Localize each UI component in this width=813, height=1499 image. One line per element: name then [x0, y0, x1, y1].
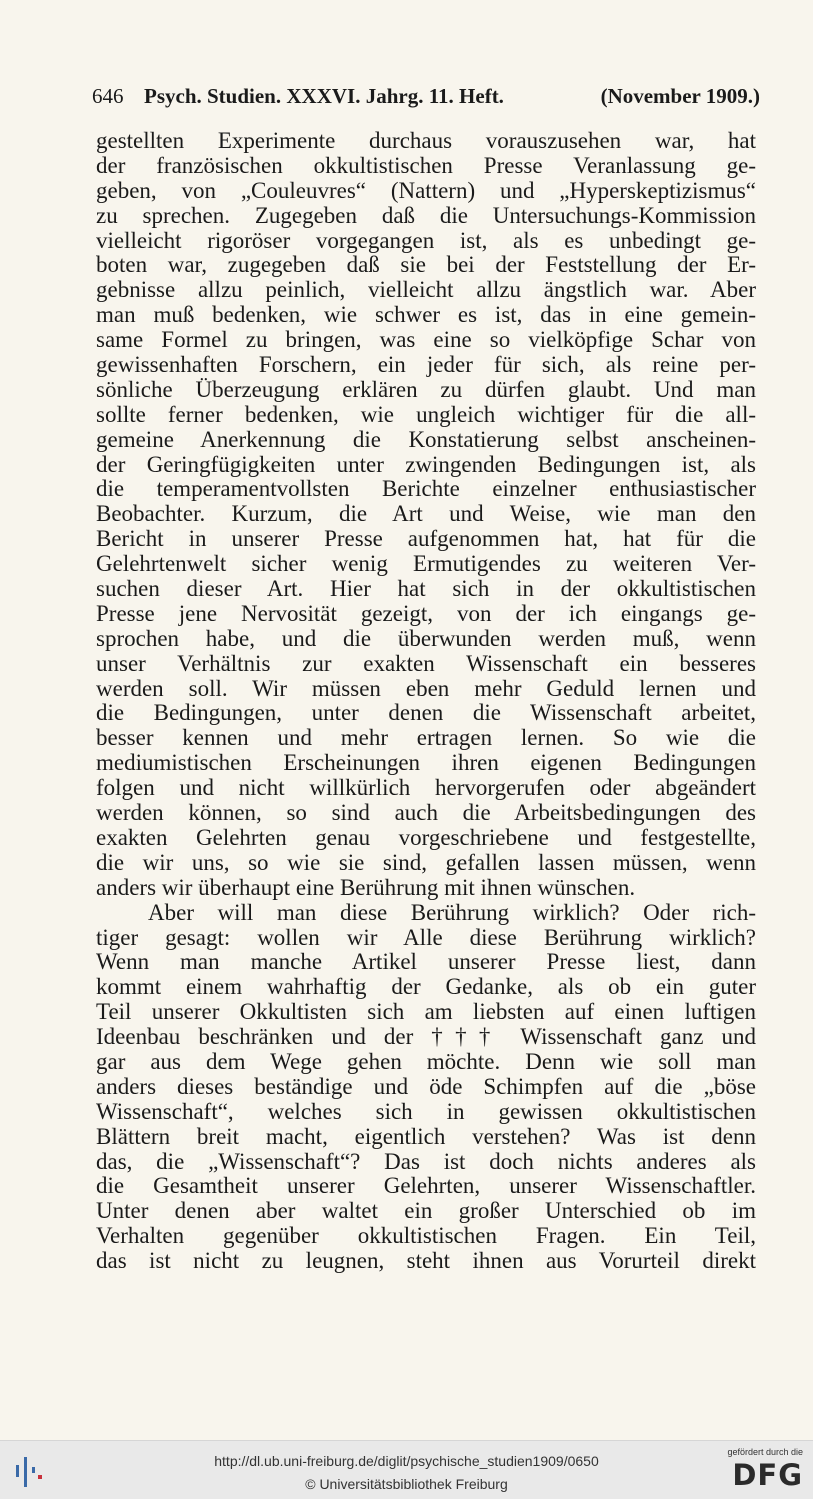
text-line: Ideenbau beschränken und der ††† Wissenschaft ganz und: [96, 1025, 756, 1050]
permalink-url[interactable]: http://dl.ub.uni-freiburg.de/diglit/psychische_studien1909/0650: [214, 1453, 599, 1469]
text-line: geben, von „Couleuvres“ (Nattern) und „Hyperskeptizismus“: [96, 178, 756, 203]
text-line: gar aus dem Wege gehen möchte. Denn wie soll man: [96, 1049, 756, 1074]
viewer-footer: [0, 1440, 813, 1499]
text-line: gebnisse allzu peinlich, vielleicht allzu ängstlich war. Aber: [96, 278, 756, 303]
text-line: tiger gesagt: wollen wir Alle diese Berührung wirklich?: [96, 925, 756, 950]
running-title: Psych. Studien. XXXVI. Jahrg. 11. Heft.: [144, 84, 504, 108]
text-line: boten war, zugegeben daß sie bei der Feststellung der Er-: [96, 253, 756, 278]
copyright-notice: © Universitätsbibliothek Freiburg: [305, 1476, 508, 1492]
page-header: [92, 84, 760, 114]
text-line: Teil unserer Okkultisten sich am liebsten auf einen luftigen: [96, 1000, 756, 1025]
text-line: gemeine Anerkennung die Konstatierung selbst anscheinen-: [96, 427, 756, 452]
text-line: zu sprechen. Zugegeben daß die Untersuchungs-Kommission: [96, 203, 756, 228]
text-line: der französischen okkultistischen Presse Veranlassung ge-: [96, 153, 756, 178]
page-number: 646: [92, 84, 124, 108]
text-line: kommt einem wahrhaftig der Gedanke, als ob ein guter: [96, 975, 756, 1000]
text-line: Verhalten gegenüber okkultistischen Fragen. Ein Teil,: [96, 1224, 756, 1249]
text-line: Gelehrtenwelt sicher wenig Ermutigendes zu weiteren Ver-: [96, 552, 756, 577]
text-line: Aber will man diese Berührung wirklich? Oder rich-: [148, 900, 756, 925]
text-line: sollte ferner bedenken, wie ungleich wichtiger für die all-: [96, 402, 756, 427]
text-line: gewissenhaften Forschern, ein jeder für sich, als reine per-: [96, 353, 756, 378]
body-text: [96, 129, 756, 1274]
text-line: man muß bedenken, wie schwer es ist, das in eine gemein-: [96, 303, 756, 328]
text-line: gestellten Experimente durchaus vorauszusehen war, hat: [96, 129, 756, 153]
text-line: sprochen habe, und die überwunden werden muß, wenn: [96, 626, 756, 651]
text-line: folgen und nicht willkürlich hervorgerufen oder abgeändert: [96, 776, 756, 801]
text-line: Wissenschaft“, welches sich in gewissen okkultistischen: [96, 1099, 756, 1124]
dfg-mark: DFG: [732, 1458, 803, 1492]
text-line: das ist nicht zu leugnen, steht ihnen aus Vorurteil direkt: [96, 1249, 756, 1274]
text-line: die Bedingungen, unter denen die Wissenschaft arbeitet,: [96, 701, 756, 726]
text-line: die wir uns, so wie sie sind, gefallen lassen müssen, wenn: [96, 850, 756, 875]
text-line: unser Verhältnis zur exakten Wissenschaft ein besseres: [96, 651, 756, 676]
text-line: werden soll. Wir müssen eben mehr Geduld lernen und: [96, 676, 756, 701]
text-line: der Geringfügigkeiten unter zwingenden Bedingungen ist, als: [96, 452, 756, 477]
issue-date: (November 1909.): [600, 84, 760, 108]
text-line: besser kennen und mehr ertragen lernen. So wie die: [96, 726, 756, 751]
text-line: vielleicht rigoröser vorgegangen ist, als es unbedingt ge-: [96, 228, 756, 253]
text-line: werden können, so sind auch die Arbeitsbedingungen des: [96, 801, 756, 826]
text-line: Wenn man manche Artikel unserer Presse liest, dann: [96, 950, 756, 975]
text-line: exakten Gelehrten genau vorgeschriebene und festgestellte,: [96, 825, 756, 850]
dfg-logo: [717, 1447, 803, 1495]
text-line: Bericht in unserer Presse aufgenommen hat, hat für die: [96, 527, 756, 552]
text-line: same Formel zu bringen, was eine so vielköpfige Schar von: [96, 328, 756, 353]
text-line: Presse jene Nervosität gezeigt, von der ich eingangs ge-: [96, 601, 756, 626]
text-line: suchen dieser Art. Hier hat sich in der okkultistischen: [96, 577, 756, 602]
text-line: mediumistischen Erscheinungen ihren eigenen Bedingungen: [96, 751, 756, 776]
text-line: Unter denen aber waltet ein großer Unterschied ob im: [96, 1199, 756, 1224]
text-line: die temperamentvollsten Berichte einzelner enthusiastischer: [96, 477, 756, 502]
text-line: Blättern breit macht, eigentlich verstehen? Was ist denn: [96, 1124, 756, 1149]
dfg-caption: gefördert durch die: [727, 1447, 803, 1457]
text-line: das, die „Wissenschaft“? Das ist doch nichts anderes als: [96, 1149, 756, 1174]
text-line: anders wir überhaupt eine Berührung mit ihnen wünschen.: [96, 875, 636, 900]
text-line: Beobachter. Kurzum, die Art und Weise, wie man den: [96, 502, 756, 527]
text-line: sönliche Überzeugung erklären zu dürfen glaubt. Und man: [96, 377, 756, 402]
text-line: die Gesamtheit unserer Gelehrten, unserer Wissenschaftler.: [96, 1174, 756, 1199]
text-line: anders dieses beständige und öde Schimpfen auf die „böse: [96, 1074, 756, 1099]
